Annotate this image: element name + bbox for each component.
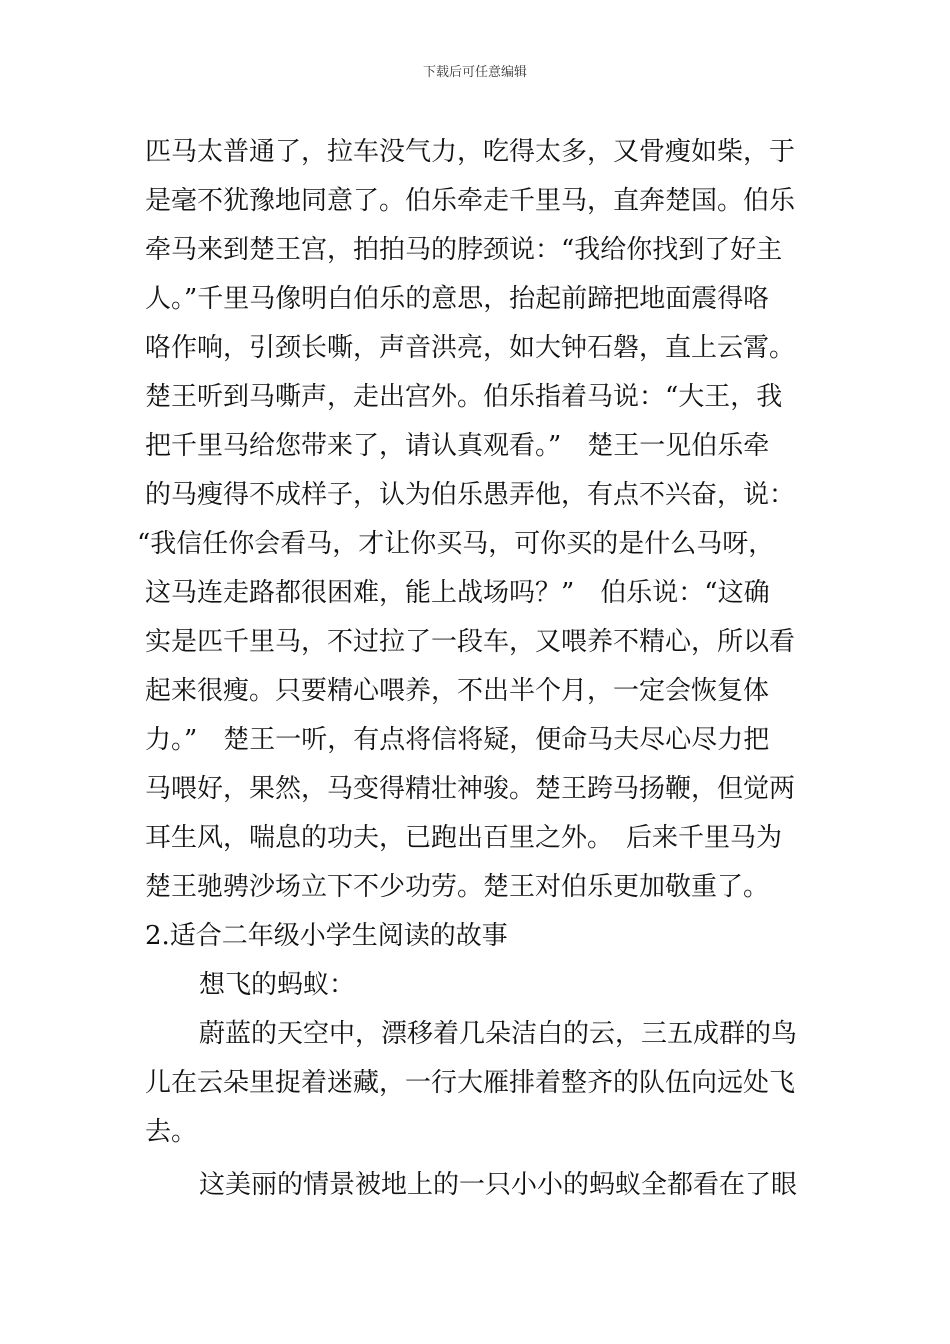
text-line: 耳生风，喘息的功夫，已跑出百里之外。 后来千里马为 — [145, 823, 783, 853]
text-line: 牵马来到楚王宫，拍拍马的脖颈说：“我给你找到了好主 — [145, 235, 783, 265]
text-line: 起来很瘦。只要精心喂养，不出半个月，一定会恢复体 — [145, 676, 770, 706]
text-line: 实是匹千里马，不过拉了一段车，又喂养不精心，所以看 — [145, 627, 796, 657]
paragraph-line: 这美丽的情景被地上的一只小小的蚂蚁全都看在了眼 — [199, 1170, 798, 1200]
text-line: “我信任你会看马，才让你买马，可你买的是什么马呀， — [137, 529, 775, 559]
text-line: 把千里马给您带来了，请认真观看。” 楚王一见伯乐牵 — [145, 431, 770, 461]
text-line: 的马瘦得不成样子，认为伯乐愚弄他，有点不兴奋，说： — [145, 480, 796, 510]
paragraph-line: 儿在云朵里捉着迷藏，一行大雁排着整齐的队伍向远处飞 — [145, 1068, 796, 1098]
document-body — [137, 128, 815, 1210]
text-line: 咯作响，引颈长嘶，声音洪亮，如大钟石磐，直上云霄。 — [145, 333, 796, 363]
text-line: 力。” 楚王一听，有点将信将疑，便命马夫尽心尽力把 — [145, 725, 770, 755]
text-line: 人。”千里马像明白伯乐的意思，抬起前蹄把地面震得咯 — [145, 284, 770, 314]
paragraph-line: 蔚蓝的天空中，漂移着几朵洁白的云，三五成群的鸟 — [199, 1019, 798, 1049]
text-line: 楚王驰骋沙场立下不少功劳。楚王对伯乐更加敬重了。 — [145, 872, 770, 902]
text-line: 匹马太普通了，拉车没气力，吃得太多，又骨瘦如柴，于 — [145, 137, 796, 167]
section-heading: 2.适合二年级小学生阅读的故事 — [145, 921, 508, 951]
text-line: 楚王听到马嘶声，走出宫外。伯乐指着马说：“大王，我 — [145, 382, 783, 412]
text-line: 是毫不犹豫地同意了。伯乐牵走千里马，直奔楚国。伯乐 — [145, 186, 796, 216]
page-header: 下载后可任意编辑 — [422, 65, 527, 80]
paragraph-line: 去。 — [145, 1117, 198, 1147]
text-line: 马喂好，果然，马变得精壮神骏。楚王跨马扬鞭，但觉两 — [145, 774, 796, 804]
text-line: 这马连走路都很困难，能上战场吗？” 伯乐说：“这确 — [145, 578, 770, 608]
story-title: 想飞的蚂蚁： — [199, 970, 356, 1000]
